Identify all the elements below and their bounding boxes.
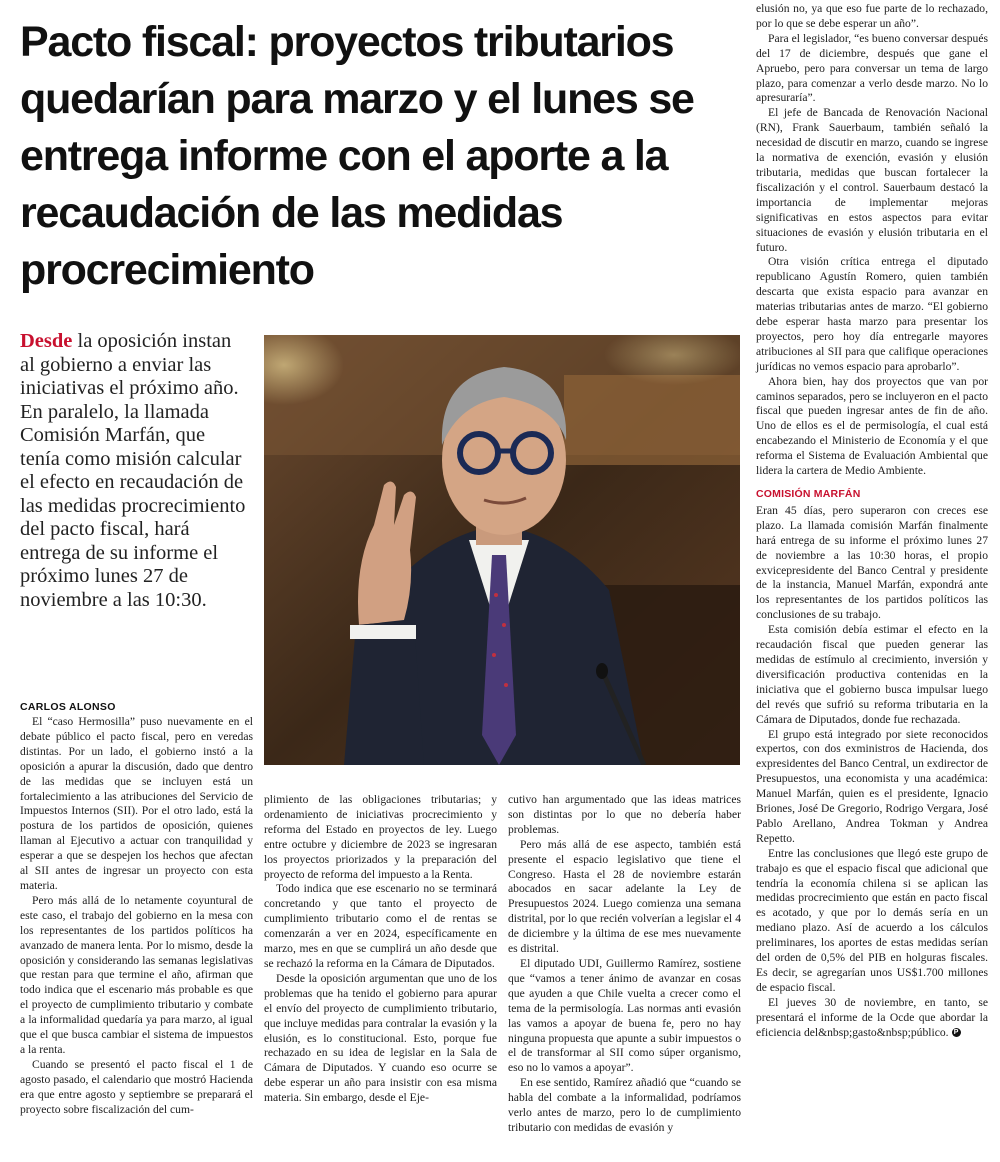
headline: Pacto fiscal: proyectos tributarios quedarían para marzo y el lunes se entrega informe con el aporte a la recaudación de las medidas procrecimiento [20,18,694,294]
paragraph: Entre las conclusiones que llegó este grupo de trabajo es que el espacio fiscal que adicional que tendría la economía chilena si se aplican las medidas procrecimiento que están en pacto fiscal es acotado, y que por lo demás sería en un mediano plazo. Así de acuerdo a los cálculos preliminares, los aportes de estas medidas serían del orden de 0,5% del PIB en holguras fiscales. Es decir, se agregarían unos US$1.700 millones de espacio fiscal. [756,846,988,994]
article-photo [264,335,740,765]
paragraph: El grupo está integrado por siete reconocidos expertos, con dos exministros de Hacienda, dos expresidentes del Banco Central, un exdirector de Presupuestos, una economista y una académica: Manuel Marfán, quien es el presidente, Ignacio Briones, José De Gregorio, Rodrigo Vergara, José Pablo Arellano, Andrea Tokman y Andrea Repetto. [756,727,988,845]
body-column-2 [264,793,497,1106]
closing-text: El jueves 30 de noviembre, en tanto, se presentará el informe de la Ocde que abordar la eficiencia del&nbsp;gasto&nbsp;público. [756,995,988,1039]
paragraph: Ahora bien, hay dos proyectos que van por caminos separados, pero se incluyeron en el pacto fiscal que pueden ingresar antes de fin de año. Uno de ellos es el de permisología, el cual está encabezando el Ministerio de Economía y el que reforma el Sistema de Evaluación Ambiental que lidera la cartera de Medio Ambiente. [756,374,988,478]
body-column-1 [20,715,253,1117]
body-column-4 [756,2,988,1041]
paragraph: Cuando se presentó el pacto fiscal el 1 de agosto pasado, el calendario que mostró Hacienda era que entre agosto y septiembre se preparará el proyecto sobre fiscalización del cum- [20,1057,253,1116]
paragraph: Pero más allá de lo netamente coyuntural de este caso, el trabajo del gobierno en la mesa con los representantes de los partidos políticos ha avanzado de manera lenta. Por lo mismo, desde la oposición y considerando las semanas legislativas que restan para que termine el año, afirman que todo indica que el escenario más probable es que el proyecto de cumplimiento tributario y combate a la informalidad quedaría ya para marzo, al igual que el que busca cambiar el sistema de impuestos a la renta. [20,893,253,1056]
end-of-article-icon: P [952,1028,961,1037]
paragraph: El “caso Hermosilla” puso nuevamente en el debate público el pacto fiscal, pero en veredas distintas. Por un lado, el gobierno instó a la oposición a apurar la discusión, dado que dentro de las medidas que se incluyen está un fortalecimiento a las atribuciones del Servicio de Impuestos Internos (SII). Por el otro lado, está la postura de los partidos de oposición, quienes llaman al Ejecutivo a actuar con tranquilidad y esperar a que se despejen los hechos que afectan al SII antes de ingresar un proyecto con esta materia. [20,715,253,892]
paragraph: El diputado UDI, Guillermo Ramírez, sostiene que “vamos a tener ánimo de avanzar en cosas que ayuden a que Chile vuelta a crecer como el tema de la permisología. Las normas anti evasión las vamos a apoyar de buena fe, pero no hay ninguna propuesta que apunte a subir impuestos o el de transformar al SII como súper organismo, eso no lo vamos a apoyar”. [508,956,741,1075]
paragraph: Eran 45 días, pero superaron con creces ese plazo. La llamada comisión Marfán finalmente hará entrega de su informe el próximo lunes 27 de noviembre a las 10:30 horas, el propio exvicepresidente del Banco Central y presidente de la instancia, Manuel Marfán, expondrá ante los representantes de los partidos políticos las conclusiones de su trabajo. [756,503,988,622]
minister-photo-illustration [264,335,740,765]
paragraph: Esta comisión debía estimar el efecto en la recaudación fiscal que pueden generar las medidas de estímulo al crecimiento, inversión y diversificación productiva contenidas en la iniciativa que el gobierno busca impulsar luego del revés que sufrió su reforma tributaria en la Cámara de Diputados, donde fue rechazada. [756,623,988,726]
paragraph: Otra visión crítica entrega el diputado republicano Agustín Romero, quien también descarta que exista espacio para avanzar en materias tributarias antes de marzo. “El gobierno debe esperar hasta marzo para presentar los proyectos, pero hoy día entregarle mayores atribuciones al SII para que califique operaciones jurídicas no vemos espacio para aprobarlo”. [756,255,988,373]
paragraph: cutivo han argumentado que las ideas matrices son distintas por lo que no debería haber problemas. [508,793,741,836]
paragraph: En ese sentido, Ramírez añadió que “cuando se habla del combate a la informalidad, podríamos verlo antes de marzo, pero lo de cumplimiento tributario con medidas de evasión y [508,1076,741,1134]
section-heading: COMISIÓN MARFÁN [756,488,861,500]
lead-text: la oposición instan al gobierno a enviar las iniciativas el próximo año. En paralelo, la llamada Comisión Marfán, que tenía como misión calcular el efecto en recaudación de las medidas procrecimiento del pacto fiscal, hará entrega de su informe el próximo lunes 27 de noviembre a las 10:30. [20,330,246,611]
paragraph: Pero más allá de ese aspecto, también está presente el espacio legislativo que tiene el Congreso. Hasta el 28 de noviembre estarán abocados en sacar adelante la Ley de Presupuestos 2024. Luego comienza una semana distrital, por lo que recién volverían a legislar el 4 de diciembre y la última de ese mes nuevamente es distrital. [508,837,741,956]
lead-paragraph [20,330,248,612]
body-column-3 [508,793,741,1136]
paragraph: El jefe de Bancada de Renovación Nacional (RN), Frank Sauerbaum, también señaló la necesidad de discutir en marzo, cuando se ingrese la normativa de exención, evasión y elusión tributaria, medidas que buscan fortalecer la fiscalización y el control. Sauerbaum destacó la importancia de implementar mejoras significativas en estos aspectos para evitar situaciones de evasión y elusión tributaria en el futuro. [756,106,988,254]
lead-kicker: Desde [20,330,73,352]
paragraph: Todo indica que ese escenario no se terminará concretando y que tanto el proyecto de cumplimiento tributario como el de rentas se comenzarán a ver en 2024, específicamente en marzo, mes en que se cumplirá un año desde que se rechazó la reforma en la Cámara de Diputados. [264,882,497,970]
paragraph: elusión no, ya que eso fue parte de lo rechazado, por lo que se debe esperar un año”. [756,2,988,30]
paragraph [756,996,988,1041]
paragraph: Para el legislador, “es bueno conversar después del 17 de diciembre, después que gane el Apruebo, pero para conversar un tema de largo plazo, para comenzar a verlo desde marzo. No lo apresuraría”. [756,31,988,105]
paragraph: Desde la oposición argumentan que uno de los problemas que ha tenido el gobierno para apurar el envío del proyecto de cumplimiento tributario, que incluye medidas para contralar la evasión y la elusión, es lo constitucional. Esto, porque fue rechazado en su idea de legislar en la Sala de Cámara de Diputados. Y cuando eso ocurre se debe esperar un año para insistir con esa misma materia. Sin embargo, desde el Eje- [264,971,497,1105]
paragraph: plimiento de las obligaciones tributarias; y ordenamiento de iniciativas procrecimiento y reforma del Estado en proyectos de ley. Luego entre octubre y diciembre de 2023 se ingresaran los proyectos priorizados y la preparación del proyecto de reforma del impuesto a la Renta. [264,793,497,881]
byline: CARLOS ALONSO [20,701,116,713]
